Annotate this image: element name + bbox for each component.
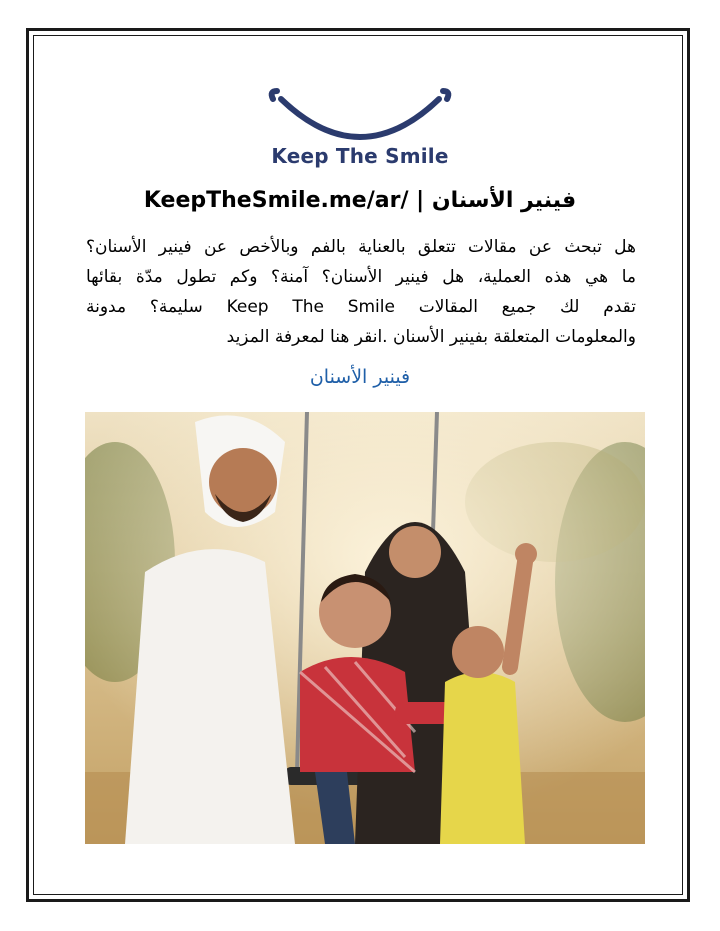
paragraph-line: ما هي هذه العملية، هل فينير الأسنان؟ آمنة؟ وكم تطول مدّة بقائها <box>86 267 636 287</box>
paragraph-line: تقدم لك جميع المقالات Keep The Smile سليمة؟ مدونة <box>86 297 636 317</box>
page-heading: فينير الأسنان | /KeepTheSmile.me/ar <box>143 188 577 213</box>
veneers-link[interactable]: فينير الأسنان <box>309 366 411 388</box>
paragraph-line: والمعلومات المتعلقة بفينير الأسنان .انقر هنا لمعرفة المزيد <box>226 327 636 347</box>
paragraph-line: هل تبحث عن مقالات تتعلق بالعناية بالفم وبالأخص عن فينير الأسنان؟ <box>86 237 636 257</box>
intro-paragraph <box>86 232 636 352</box>
brand-name: Keep The Smile <box>271 144 449 168</box>
family-swing-photo <box>85 412 645 844</box>
